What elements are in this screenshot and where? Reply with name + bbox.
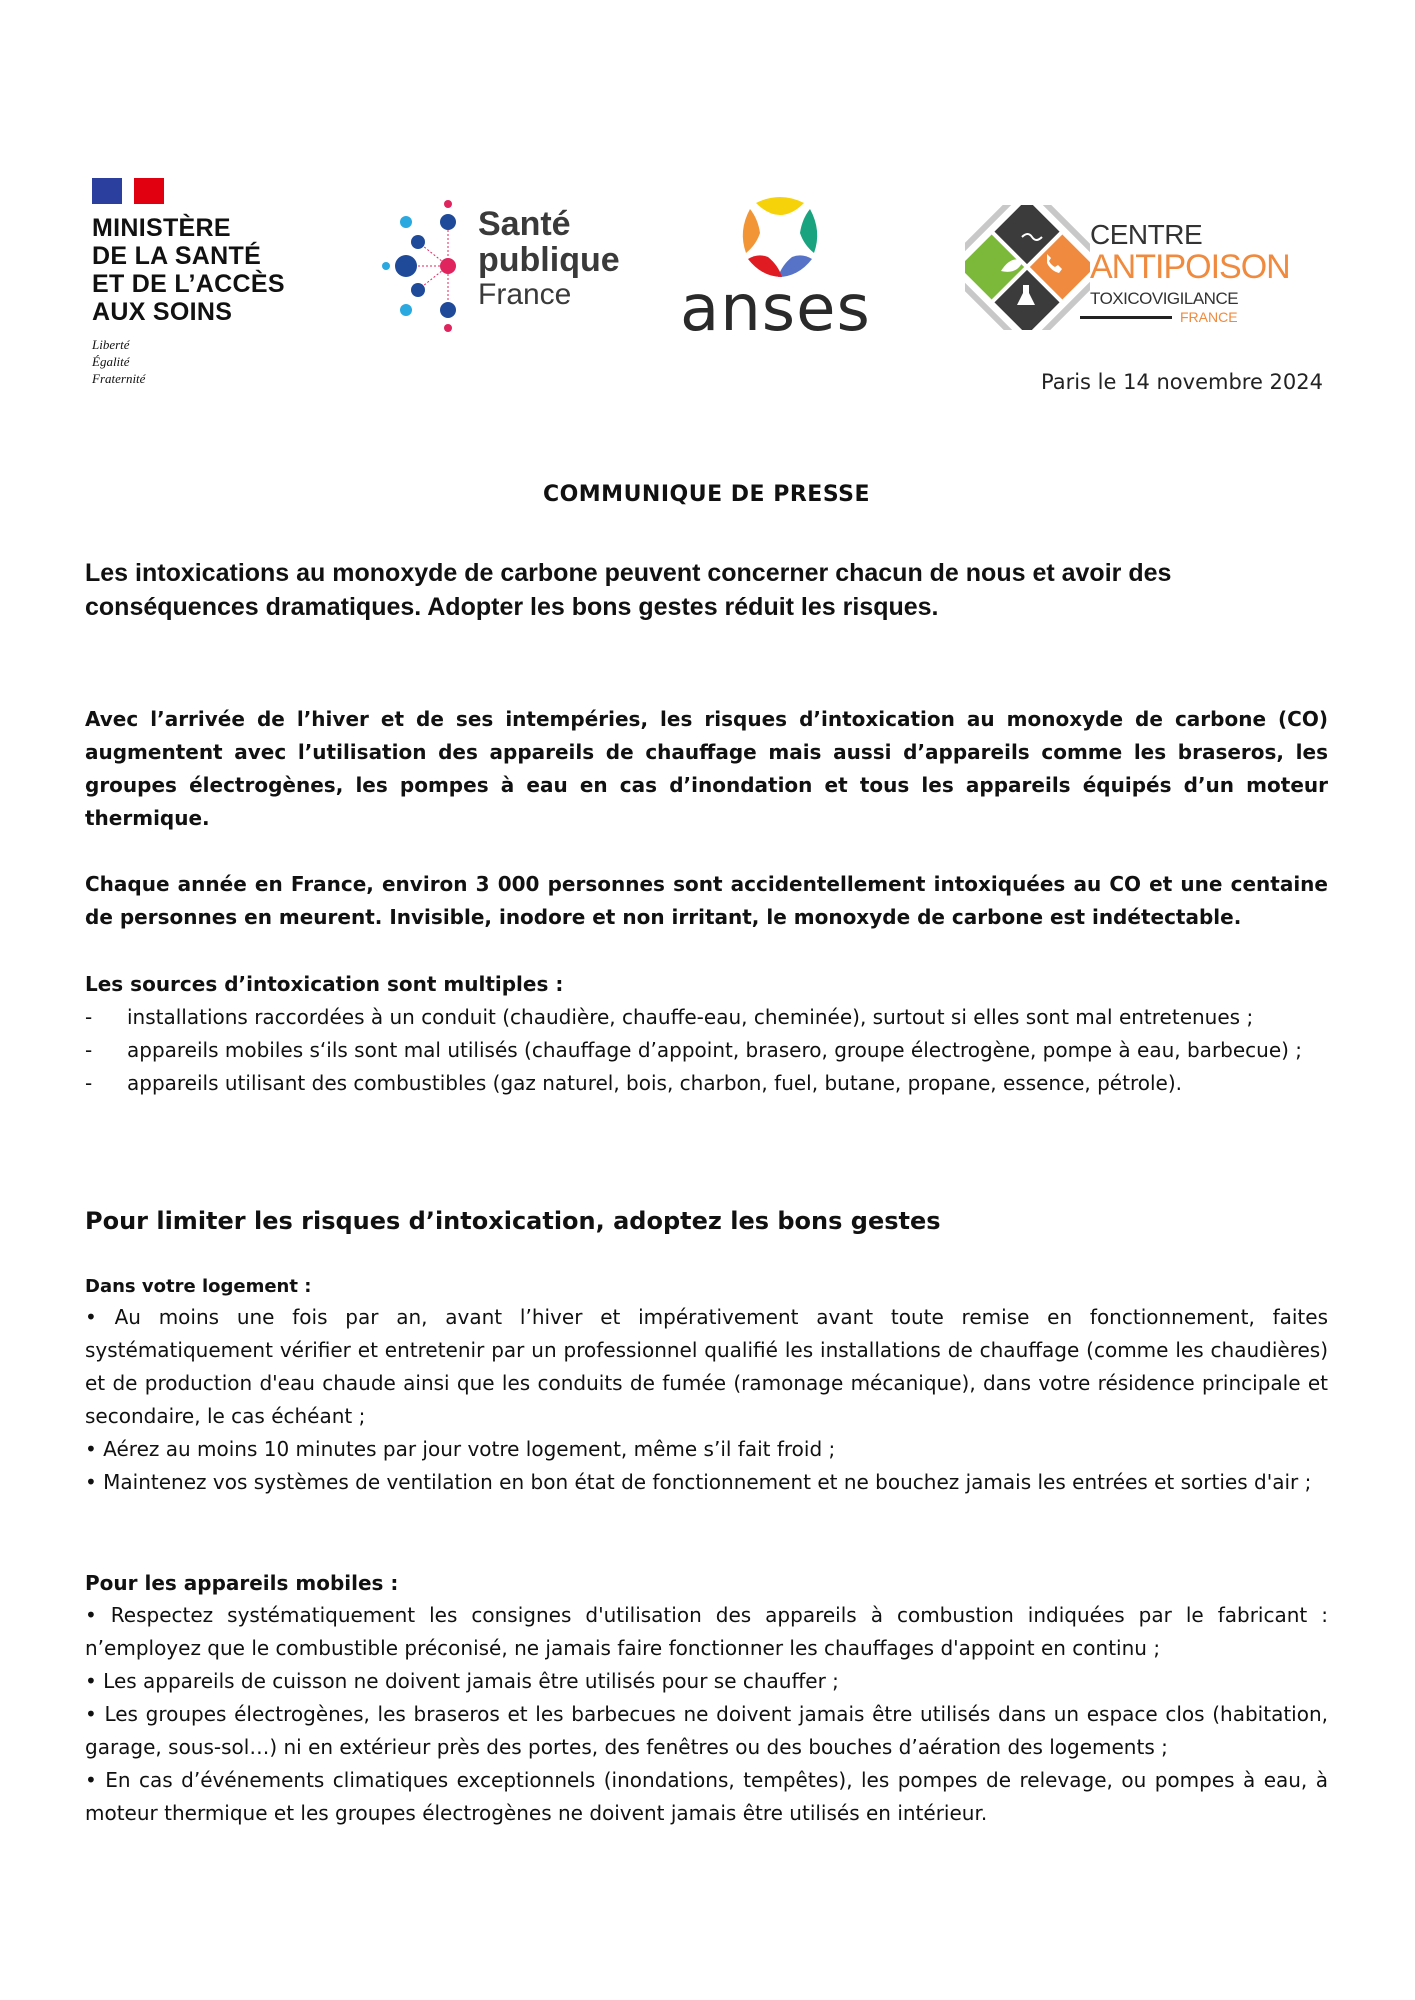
advice-heading: Pour limiter les risques d’intoxication, adoptez les bons gestes [85, 1207, 941, 1235]
cap-line-4: FRANCE [1180, 309, 1238, 325]
headline: Les intoxications au monoxyde de carbone peuvent concerner chacun de nous et avoir des conséquences dramatiques. Adopter les bons gestes réduit les risques. [85, 559, 1172, 621]
mobile-advice-list [85, 1599, 1328, 1830]
list-item: • Au moins une fois par an, avant l’hiver et impérativement avant toute remise en fonctionnement, faites systématiquement vérifier et entretenir par un professionnel qualifié les installations de chauffage (comme les chaudières) et de production d'eau chaude ainsi que les conduits de fumée (ramonage mécanique), dans votre résidence principale et secondaire, le cas échéant ; [85, 1305, 1328, 1428]
anses-logo [680, 195, 880, 345]
sante-publique-france-logo [378, 192, 628, 332]
antipoison-diamond-icon [965, 205, 1090, 330]
logo-header [0, 0, 1415, 400]
centre-antipoison-logo [965, 205, 1290, 335]
divider [1080, 316, 1172, 319]
republic-motto: Liberté Égalité Fraternité [92, 337, 146, 386]
list-item: - installations raccordées à un conduit (chaudière, chauffe-eau, cheminée), surtout si elles sont mal entretenues ; [85, 1005, 1254, 1029]
mobile-subheading: Pour les appareils mobiles : [85, 1571, 399, 1595]
list-item: • Les groupes électrogènes, les braseros et les barbecues ne doivent jamais être utilisés dans un espace clos (habitation, garage, sous-sol…) ni en extérieur près des portes, des fenêtres ou des bouches d’aération des logements ; [85, 1702, 1328, 1759]
list-item: • Maintenez vos systèmes de ventilation en bon état de fonctionnement et ne bouchez jamais les entrées et sorties d'air ; [85, 1470, 1312, 1494]
list-item: • Respectez systématiquement les consignes d'utilisation des appareils à combustion indiquées par le fabricant : n’employez que le combustible préconisé, ne jamais faire fonctionner les chauffages d'appoint en continu ; [85, 1603, 1328, 1660]
list-item: • En cas d’événements climatiques exceptionnels (inondations, tempêtes), les pompes de relevage, ou pompes à eau, à moteur thermique et les groupes électrogènes ne doivent jamais être utilisés en intérieur. [85, 1768, 1328, 1825]
press-date: Paris le 14 novembre 2024 [1040, 370, 1323, 394]
home-subheading: Dans votre logement : [85, 1276, 312, 1297]
sources-list [85, 1001, 1328, 1100]
cap-line-3: TOXICOVIGILANCE [1090, 289, 1239, 308]
ministry-logo [92, 178, 312, 387]
molecule-network-icon [378, 192, 468, 332]
list-item: - appareils utilisant des combustibles (gaz naturel, bois, charbon, fuel, butane, propane, essence, pétrole). [85, 1071, 1182, 1095]
sources-heading: Les sources d’intoxication sont multiples : [85, 972, 564, 996]
spf-line-1: Santé [478, 205, 571, 243]
ministry-name: MINISTÈRE DE LA SANTÉ ET DE L’ACCÈS AUX SOINS [92, 214, 285, 326]
cap-line-2: ANTIPOISON [1090, 248, 1290, 286]
anses-flower-icon [680, 195, 880, 280]
stats-paragraph: Chaque année en France, environ 3 000 personnes sont accidentellement intoxiquées au CO et une centaine de personnes en meurent. Invisible, inodore et non irritant, le monoxyde de carbone est indétectable. [85, 872, 1328, 929]
spf-line-2: publique [478, 241, 620, 279]
press-title: COMMUNIQUE DE PRESSE [542, 482, 871, 507]
cap-line-1: CENTRE [1090, 219, 1203, 250]
marianne-flag-icon [92, 178, 164, 204]
home-advice-list [85, 1301, 1328, 1499]
list-item: - appareils mobiles s‘ils sont mal utilisés (chauffage d’appoint, brasero, groupe électrogène, pompe à eau, barbecue) ; [85, 1038, 1303, 1062]
list-item: • Aérez au moins 10 minutes par jour votre logement, même s’il fait froid ; [85, 1437, 836, 1461]
intro-paragraph: Avec l’arrivée de l’hiver et de ses intempéries, les risques d’intoxication au monoxyde de carbone (CO) augmentent avec l’utilisation des appareils de chauffage mais aussi d’appareils comme les braseros, les groupes électrogènes, les pompes à eau en cas d’inondation et tous les appareils équipés d’un moteur thermique. [85, 707, 1328, 830]
anses-wordmark: anses [680, 272, 871, 346]
spf-line-3: France [478, 278, 572, 311]
list-item: • Les appareils de cuisson ne doivent jamais être utilisés pour se chauffer ; [85, 1669, 839, 1693]
